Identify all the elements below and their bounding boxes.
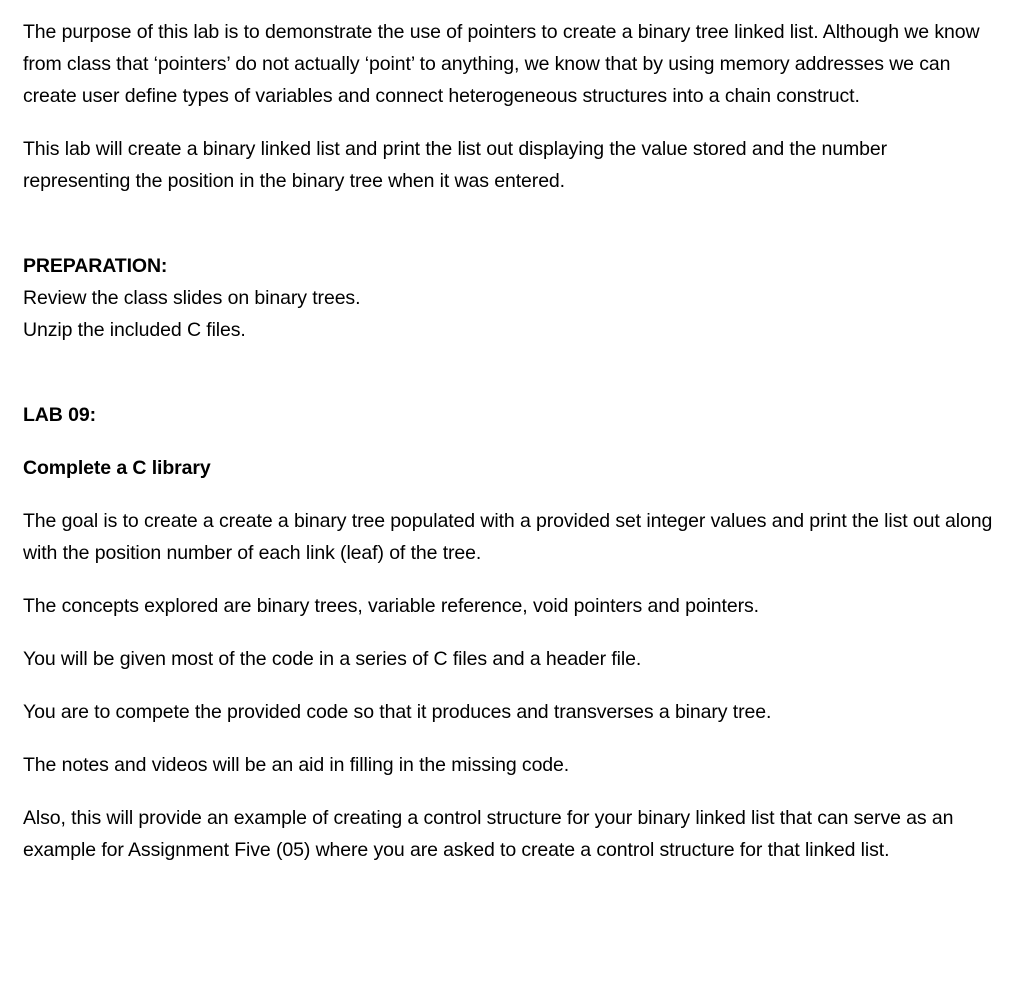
given-code-paragraph: You will be given most of the code in a series of C files and a header file. [23,648,642,670]
aids-paragraph: The notes and videos will be an aid in filling in the missing code. [23,754,570,776]
preparation-line-1: Review the class slides on binary trees. [23,287,361,309]
lab-heading: LAB 09: [23,404,96,426]
preparation-line-2: Unzip the included C files. [23,319,246,341]
preparation-heading: PREPARATION: [23,255,168,277]
lab-document [23,16,1008,866]
concepts-paragraph: The concepts explored are binary trees, variable reference, void pointers and pointers. [23,595,759,617]
overview-paragraph: This lab will create a binary linked list and print the list out displaying the value stored and the number representing the position in the binary tree when it was entered. [23,138,888,192]
closing-paragraph: Also, this will provide an example of creating a control structure for your binary linked list that can serve as an example for Assignment Five (05) where you are asked to create a control structure for that linked list. [23,807,954,861]
lab-subheading: Complete a C library [23,457,211,479]
task-paragraph: You are to compete the provided code so that it produces and transverses a binary tree. [23,701,772,723]
intro-paragraph: The purpose of this lab is to demonstrate the use of pointers to create a binary tree linked list. Although we know from class that ‘pointers’ do not actually ‘point’ to anything, we know that by using memory addresses we can create user define types of variables and connect heterogeneous structures into a chain construct. [23,21,980,107]
goal-paragraph: The goal is to create a create a binary tree populated with a provided set integer values and print the list out along with the position number of each link (leaf) of the tree. [23,510,993,564]
